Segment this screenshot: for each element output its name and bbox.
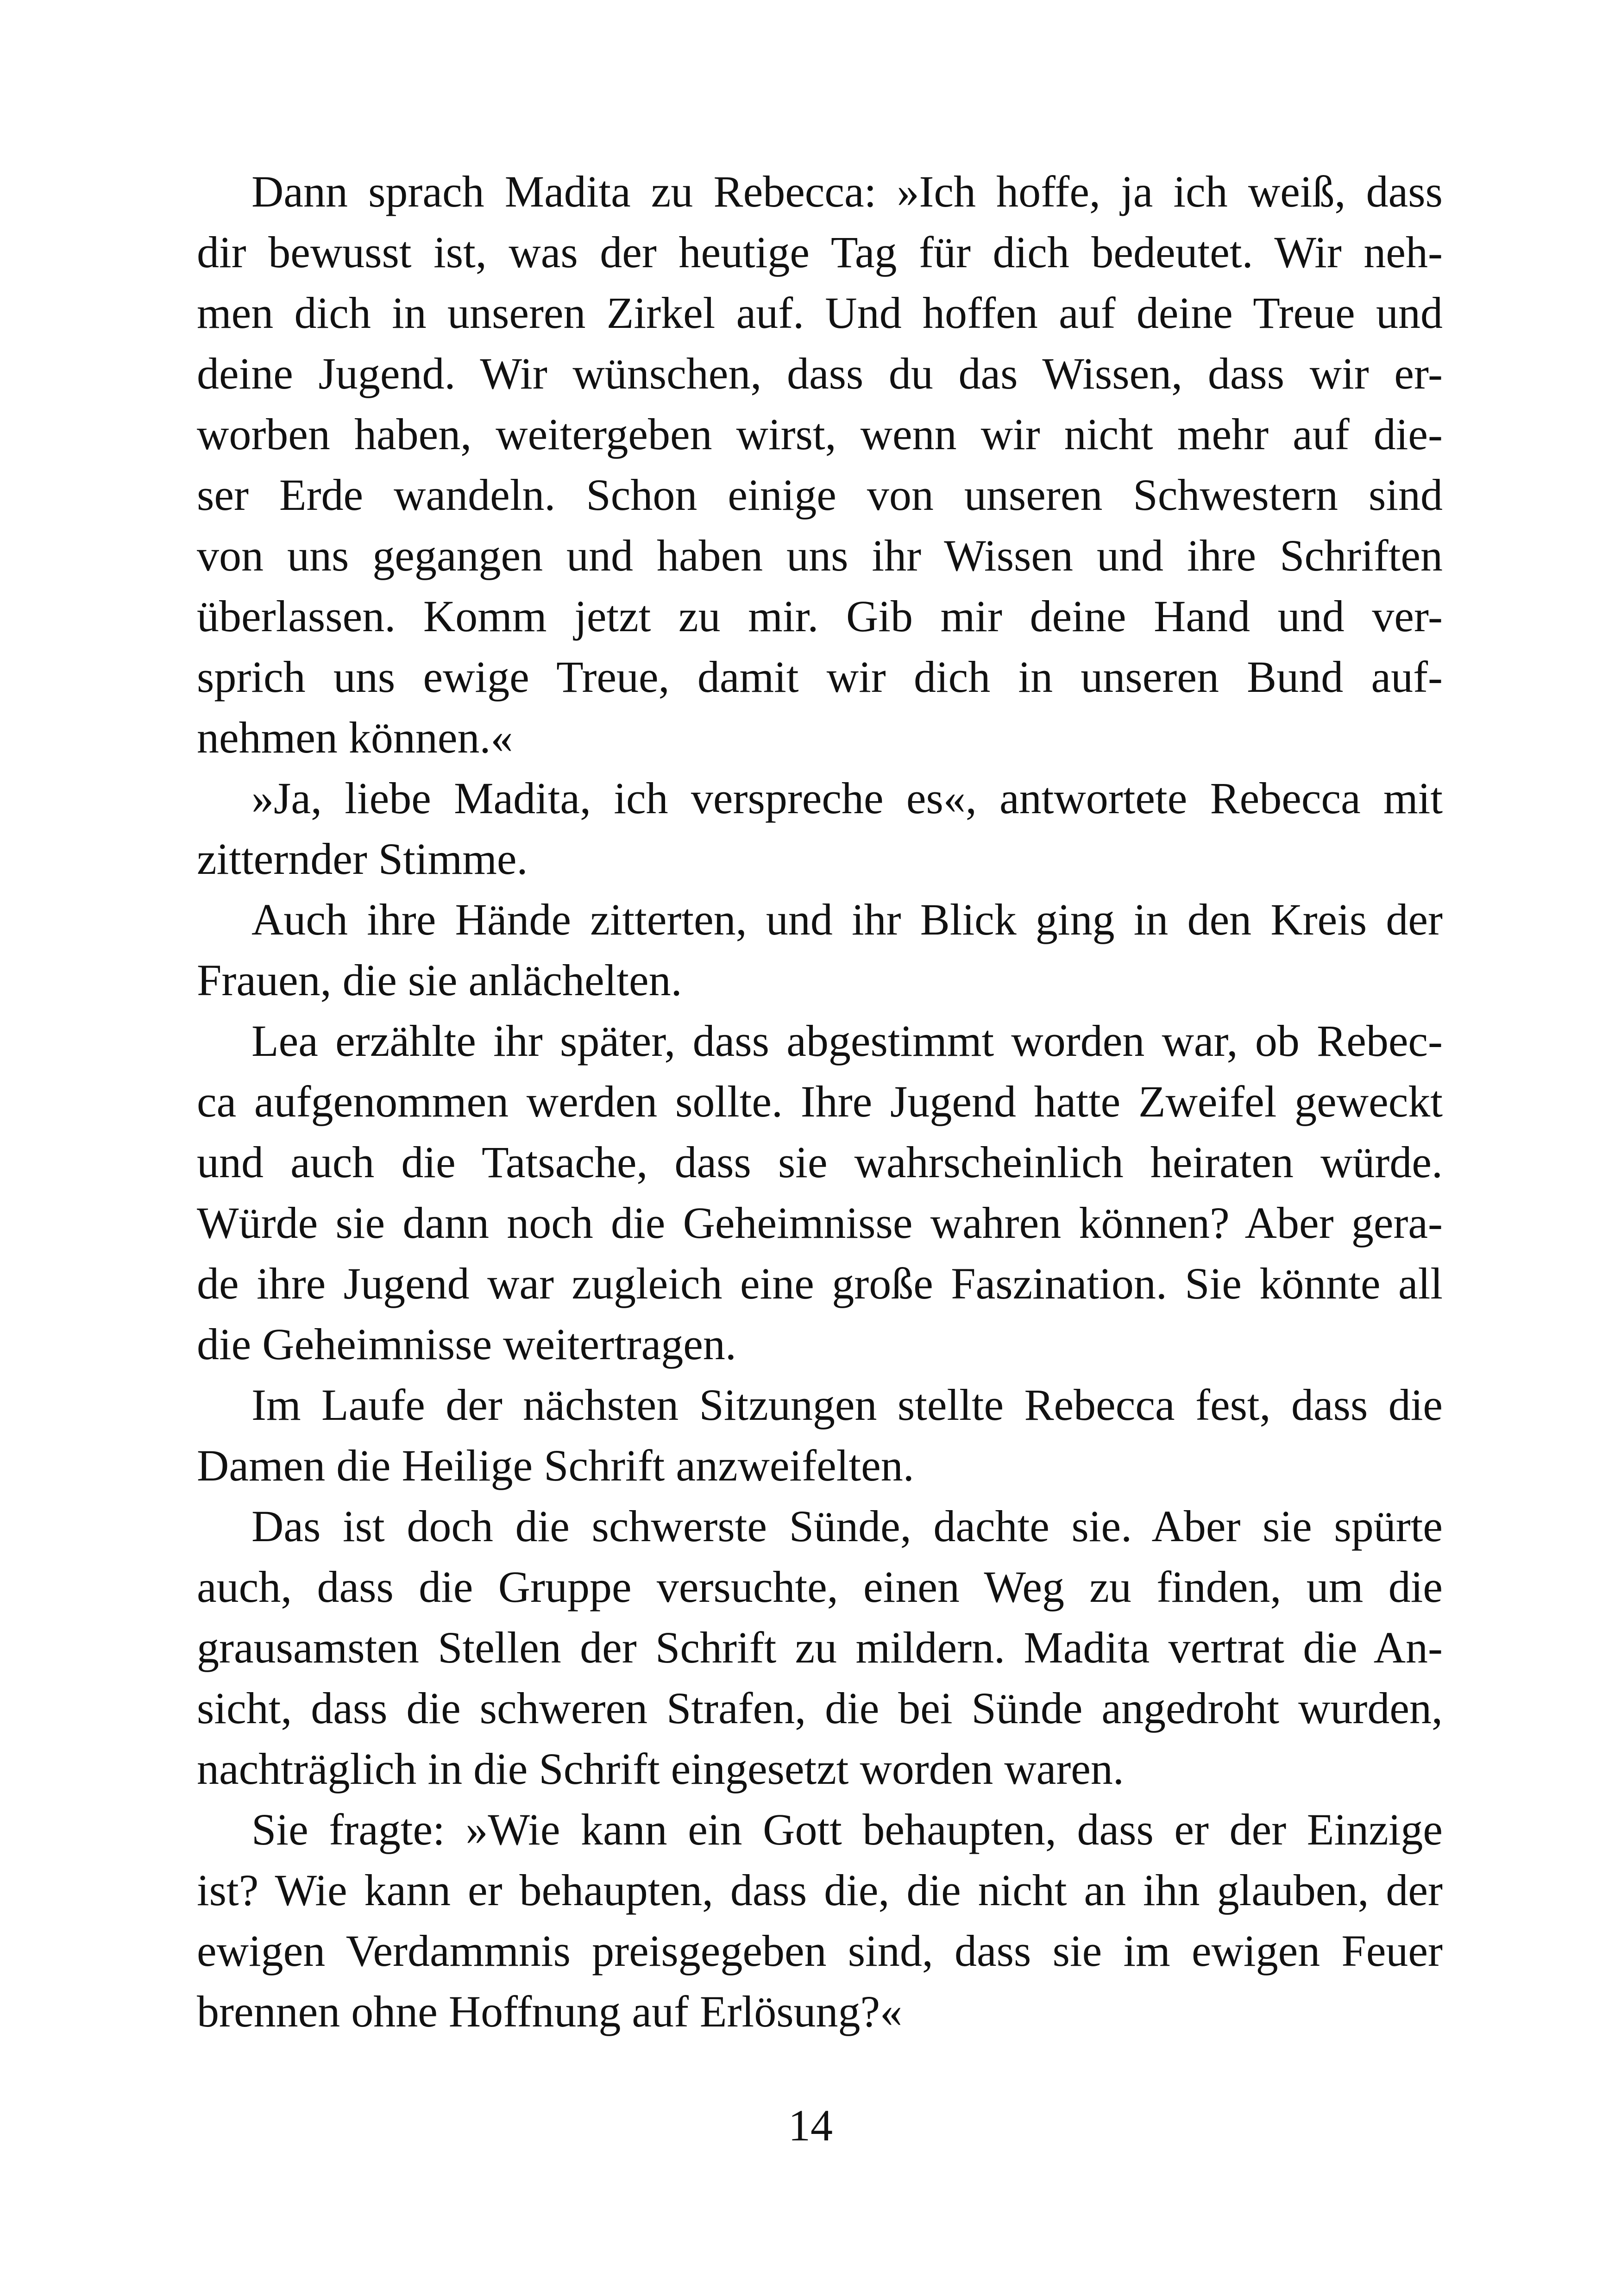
text-line: die Geheimnisse weitertragen. bbox=[197, 1319, 736, 1369]
text-line: de ihre Jugend war zugleich eine große Faszination. Sie könnte all bbox=[197, 1259, 1443, 1308]
text-line: Auch ihre Hände zitterten, und ihr Blick ging in den Kreis der bbox=[251, 895, 1443, 944]
text-line: men dich in unseren Zirkel auf. Und hoffen auf deine Treue und bbox=[197, 288, 1443, 338]
text-line: Würde sie dann noch die Geheimnisse wahren können? Aber gera- bbox=[197, 1198, 1443, 1248]
text-line: grausamsten Stellen der Schrift zu mildern. Madita vertrat die An- bbox=[197, 1623, 1443, 1672]
text-line: worben haben, weitergeben wirst, wenn wir nicht mehr auf die- bbox=[197, 409, 1443, 459]
text-line: Das ist doch die schwerste Sünde, dachte sie. Aber sie spürte bbox=[251, 1501, 1443, 1551]
text-line: sicht, dass die schweren Strafen, die bei Sünde angedroht wurden, bbox=[197, 1683, 1443, 1733]
text-line: ewigen Verdammnis preisgegeben sind, dass sie im ewigen Feuer bbox=[197, 1926, 1443, 1976]
text-line: zitternder Stimme. bbox=[197, 834, 528, 884]
text-line: deine Jugend. Wir wünschen, dass du das Wissen, dass wir er- bbox=[197, 349, 1443, 398]
text-line: Im Laufe der nächsten Sitzungen stellte Rebecca fest, dass die bbox=[251, 1380, 1443, 1430]
text-line: nehmen können.« bbox=[197, 713, 513, 762]
text-line: Frauen, die sie anlächelten. bbox=[197, 955, 682, 1005]
text-line: auch, dass die Gruppe versuchte, einen Weg zu finden, um die bbox=[197, 1562, 1443, 1612]
text-line: Lea erzählte ihr später, dass abgestimmt worden war, ob Rebec- bbox=[251, 1016, 1443, 1066]
text-line: »Ja, liebe Madita, ich verspreche es«, antwortete Rebecca mit bbox=[251, 773, 1443, 823]
text-line: nachträglich in die Schrift eingesetzt worden waren. bbox=[197, 1744, 1124, 1794]
text-line: brennen ohne Hoffnung auf Erlösung?« bbox=[197, 1987, 903, 2036]
text-line: ist? Wie kann er behaupten, dass die, die nicht an ihn glauben, der bbox=[197, 1865, 1443, 1915]
text-line: und auch die Tatsache, dass sie wahrscheinlich heiraten würde. bbox=[197, 1137, 1443, 1187]
text-line: ser Erde wandeln. Schon einige von unseren Schwestern sind bbox=[197, 470, 1443, 520]
text-line: dir bewusst ist, was der heutige Tag für dich bedeutet. Wir neh- bbox=[197, 227, 1443, 277]
text-line: von uns gegangen und haben uns ihr Wissen und ihre Schriften bbox=[197, 531, 1443, 580]
text-line: überlassen. Komm jetzt zu mir. Gib mir deine Hand und ver- bbox=[197, 591, 1443, 641]
body-text bbox=[197, 161, 1443, 2042]
text-line: ca aufgenommen werden sollte. Ihre Jugend hatte Zweifel geweckt bbox=[197, 1077, 1443, 1126]
page-number: 14 bbox=[788, 2101, 833, 2150]
text-line: sprich uns ewige Treue, damit wir dich in unseren Bund auf- bbox=[197, 652, 1443, 702]
text-line: Dann sprach Madita zu Rebecca: »Ich hoffe, ja ich weiß, dass bbox=[251, 167, 1443, 216]
text-line: Damen die Heilige Schrift anzweifelten. bbox=[197, 1441, 914, 1490]
text-line: Sie fragte: »Wie kann ein Gott behaupten, dass er der Einzige bbox=[251, 1805, 1443, 1854]
